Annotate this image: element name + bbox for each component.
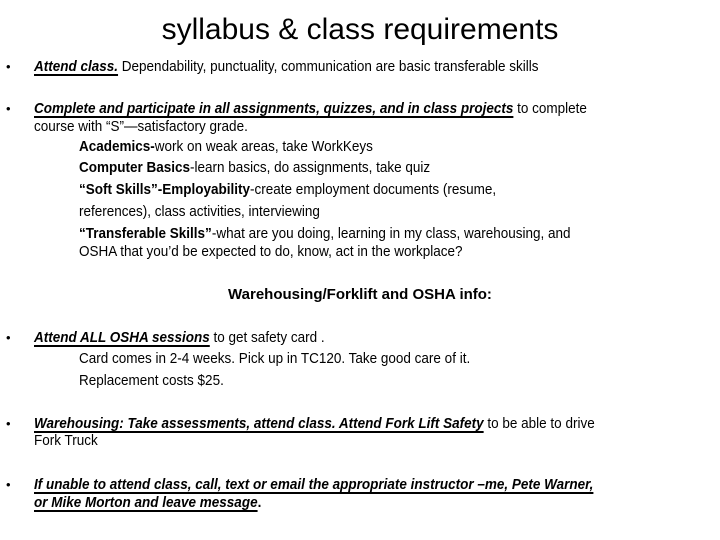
bullet-icon: •	[6, 416, 11, 431]
bullet-icon: •	[6, 101, 11, 116]
osha-replacement: Replacement costs $25.	[79, 372, 224, 389]
sub-soft-skills	[79, 181, 496, 199]
bullet-icon: •	[6, 330, 11, 345]
sub-soft-skills-cont: references), class activities, interviewing	[79, 203, 320, 220]
text: to get safety card .	[209, 329, 325, 346]
page-title: syllabus & class requirements	[161, 13, 559, 46]
sub-transferable-cont: OSHA that you’d be expected to do, know, act in the workplace?	[79, 243, 463, 260]
label: Academics-	[79, 138, 155, 155]
absence-cont	[34, 494, 261, 512]
text: -learn basics, do assignments, take quiz	[190, 159, 431, 176]
text: -what are you doing, learning in my class, warehousing, and	[211, 225, 571, 242]
bullet-attend-class	[34, 58, 538, 76]
label: “Transferable Skills”	[79, 225, 212, 242]
osha-card-info: Card comes in 2-4 weeks. Pick up in TC120. Take good care of it.	[79, 350, 471, 367]
sub-academics	[79, 138, 373, 156]
text: to complete	[513, 100, 587, 117]
sub-computer-basics	[79, 159, 430, 177]
bullet-icon: •	[6, 59, 11, 74]
bullet-complete	[34, 100, 587, 118]
section-heading: Warehousing/Forklift and OSHA info:	[228, 286, 492, 303]
text: Dependability, punctuality, communication are basic transferable skills	[118, 58, 539, 75]
bullet-absence	[34, 476, 593, 494]
text: work on weak areas, take WorkKeys	[154, 138, 373, 155]
text: -create employment documents (resume,	[250, 181, 497, 198]
emphasis: Attend class.	[34, 58, 119, 75]
emphasis: or Mike Morton and leave message	[34, 494, 258, 511]
emphasis: Complete and participate in all assignments, quizzes, and in class projects	[34, 100, 514, 117]
emphasis: Warehousing: Take assessments, attend class. Attend Fork Lift Safety	[34, 415, 484, 432]
bullet-icon: •	[6, 477, 11, 492]
sub-transferable	[79, 225, 571, 243]
warehousing-cont: Fork Truck	[34, 432, 98, 449]
bullet-warehousing	[34, 415, 595, 433]
emphasis: If unable to attend class, call, text or email the appropriate instructor –me, Pete Warner,	[34, 476, 594, 493]
emphasis: Attend ALL OSHA sessions	[34, 329, 210, 346]
label: Computer Basics	[79, 159, 191, 176]
label: “Soft Skills”-Employability	[79, 181, 251, 198]
text: .	[257, 494, 262, 511]
bullet-complete-cont: course with “S”—satisfactory grade.	[34, 118, 248, 135]
bullet-osha	[34, 329, 325, 347]
text: to be able to drive	[483, 415, 595, 432]
